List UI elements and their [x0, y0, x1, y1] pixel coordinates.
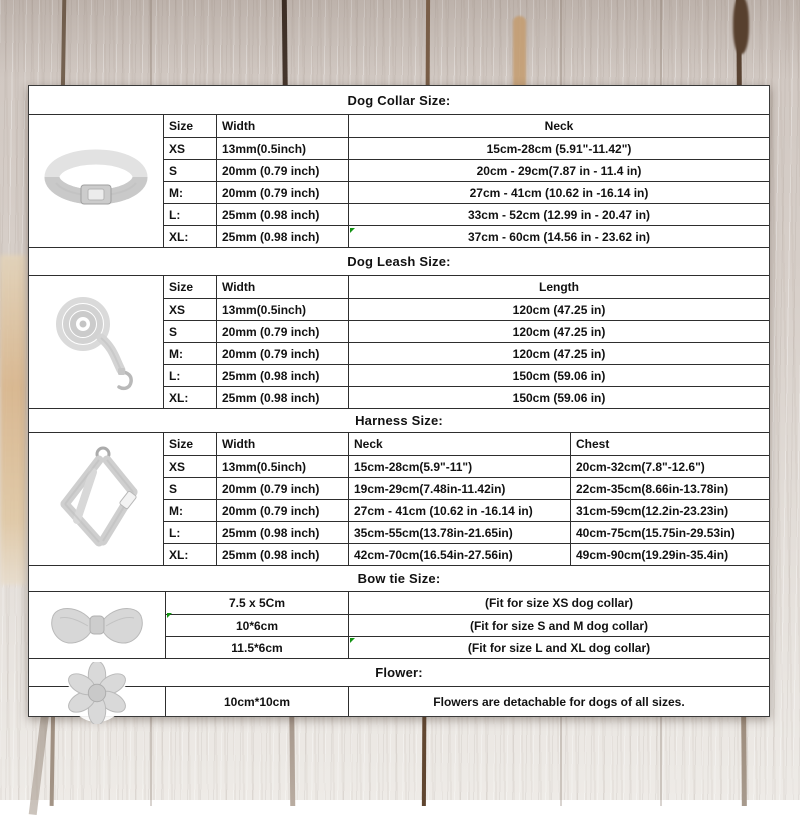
flower-size-table [29, 686, 769, 716]
bowtie-photo [29, 592, 166, 658]
cell-size: S [164, 159, 217, 181]
size-chart-panel [28, 85, 770, 717]
bowtie-fit-cell: (Fit for size S and M dog collar) [349, 614, 769, 636]
cell-length: 120cm (47.25 in) [349, 320, 769, 342]
bowtie-size-cell: 10*6cm [166, 614, 349, 636]
section-title-text: Bow tie Size: [357, 571, 441, 586]
cell-size: XS [164, 137, 217, 159]
flower-size-cell: 10cm*10cm [166, 687, 349, 716]
header-size: Size [164, 433, 217, 455]
bow-tie-image [42, 597, 152, 653]
wood-peeled-paint-patch [0, 255, 26, 585]
header-chest: Chest [576, 437, 610, 451]
bowtie-fit-cell: (Fit for size L and XL dog collar) [349, 636, 769, 658]
harness-section-title [29, 409, 769, 432]
flower-photo [29, 687, 166, 716]
section-title-text: Dog Collar Size: [347, 92, 451, 108]
cell-chest: 31cm-59cm(12.2in-23.23in) [571, 499, 769, 521]
cell-width: 25mm (0.98 inch) [217, 543, 349, 565]
cell-size: M: [164, 342, 217, 364]
cell-size: L: [164, 521, 217, 543]
dog-leash-image [41, 286, 151, 398]
cell-width: 20mm (0.79 inch) [217, 320, 349, 342]
cell-size: XS [164, 298, 217, 320]
leash-section-title [29, 248, 769, 275]
cell-length: 120cm (47.25 in) [349, 342, 769, 364]
header-width: Width [217, 115, 349, 137]
cell-length: 150cm (59.06 in) [349, 364, 769, 386]
cell-width: 25mm (0.98 inch) [217, 203, 349, 225]
harness-size-table [29, 432, 769, 566]
cell-size: M: [164, 499, 217, 521]
header-width: Width [217, 433, 349, 455]
cell-neck: 19cm-29cm(7.48in-11.42in) [349, 477, 571, 499]
flower-image [66, 662, 128, 724]
bowtie-size-table [29, 591, 769, 659]
cell-size: XS [164, 455, 217, 477]
cell-width: 13mm(0.5inch) [217, 455, 349, 477]
cell-width: 25mm (0.98 inch) [217, 364, 349, 386]
cell-width: 25mm (0.98 inch) [217, 521, 349, 543]
green-corner-marker [167, 613, 172, 618]
cell-length: 150cm (59.06 in) [349, 386, 769, 408]
bowtie-fit-cell: (Fit for size XS dog collar) [484, 596, 633, 610]
cell-length: 120cm (47.25 in) [349, 298, 769, 320]
cell-width: 20mm (0.79 inch) [217, 477, 349, 499]
cell-neck: 20cm - 29cm(7.87 in - 11.4 in) [349, 159, 769, 181]
cell-size: S [164, 320, 217, 342]
cell-neck: 15cm-28cm(5.9"-11") [349, 455, 571, 477]
cell-width: 20mm (0.79 inch) [217, 159, 349, 181]
cell-neck: 37cm - 60cm (14.56 in - 23.62 in) [349, 225, 769, 247]
leash-photo [29, 276, 164, 408]
header-width: Width [217, 276, 349, 298]
bowtie-size-cell: 7.5 x 5Cm [166, 592, 349, 614]
cell-size: L: [164, 203, 217, 225]
cell-neck: 42cm-70cm(16.54in-27.56in) [349, 543, 571, 565]
cell-neck: 27cm - 41cm (10.62 in -16.14 in) [349, 499, 571, 521]
cell-size: M: [164, 181, 217, 203]
section-title-text: Dog Leash Size: [347, 254, 451, 269]
collar-size-table [29, 114, 769, 248]
bowtie-section-title [29, 566, 769, 591]
harness-photo [29, 433, 164, 565]
cell-chest: 22cm-35cm(8.66in-13.78in) [571, 477, 769, 499]
header-size: Size [164, 115, 217, 137]
flower-section-title [29, 659, 769, 686]
cell-width: 20mm (0.79 inch) [217, 499, 349, 521]
cell-size: S [164, 477, 217, 499]
dog-collar-image [36, 131, 156, 231]
cell-width: 20mm (0.79 inch) [217, 181, 349, 203]
flower-note-cell: Flowers are detachable for dogs of all sizes. [433, 694, 685, 709]
cell-neck: 35cm-55cm(13.78in-21.65in) [349, 521, 571, 543]
green-corner-marker [350, 638, 355, 643]
cell-chest: 20cm-32cm(7.8"-12.6") [571, 455, 769, 477]
wood-peeled-paint-patch [513, 16, 526, 92]
cell-width: 25mm (0.98 inch) [217, 225, 349, 247]
cell-neck: 15cm-28cm (5.91"-11.42") [349, 137, 769, 159]
cell-width: 13mm(0.5inch) [217, 298, 349, 320]
cell-chest: 40cm-75cm(15.75in-29.53in) [571, 521, 769, 543]
cell-chest: 49cm-90cm(19.29in-35.4in) [571, 543, 769, 565]
green-corner-marker [350, 228, 355, 233]
header-neck: Neck [544, 119, 574, 133]
cell-size: XL: [164, 225, 217, 247]
cell-neck: 27cm - 41cm (10.62 in -16.14 in) [349, 181, 769, 203]
cell-size: L: [164, 364, 217, 386]
cell-size: XL: [164, 543, 217, 565]
dog-harness-image [39, 442, 154, 556]
section-title-text: Flower: [375, 665, 423, 680]
cell-neck: 33cm - 52cm (12.99 in - 20.47 in) [349, 203, 769, 225]
cell-width: 13mm(0.5inch) [217, 137, 349, 159]
bowtie-size-cell: 11.5*6cm [166, 636, 349, 658]
wood-knot [733, 0, 749, 54]
cell-size: XL: [164, 386, 217, 408]
header-neck: Neck [349, 433, 571, 455]
leash-size-table [29, 275, 769, 409]
collar-photo [29, 115, 164, 247]
cell-width: 25mm (0.98 inch) [217, 386, 349, 408]
collar-section-title [29, 86, 769, 114]
cell-width: 20mm (0.79 inch) [217, 342, 349, 364]
section-title-text: Harness Size: [355, 413, 443, 428]
header-length: Length [539, 280, 579, 294]
header-size: Size [164, 276, 217, 298]
